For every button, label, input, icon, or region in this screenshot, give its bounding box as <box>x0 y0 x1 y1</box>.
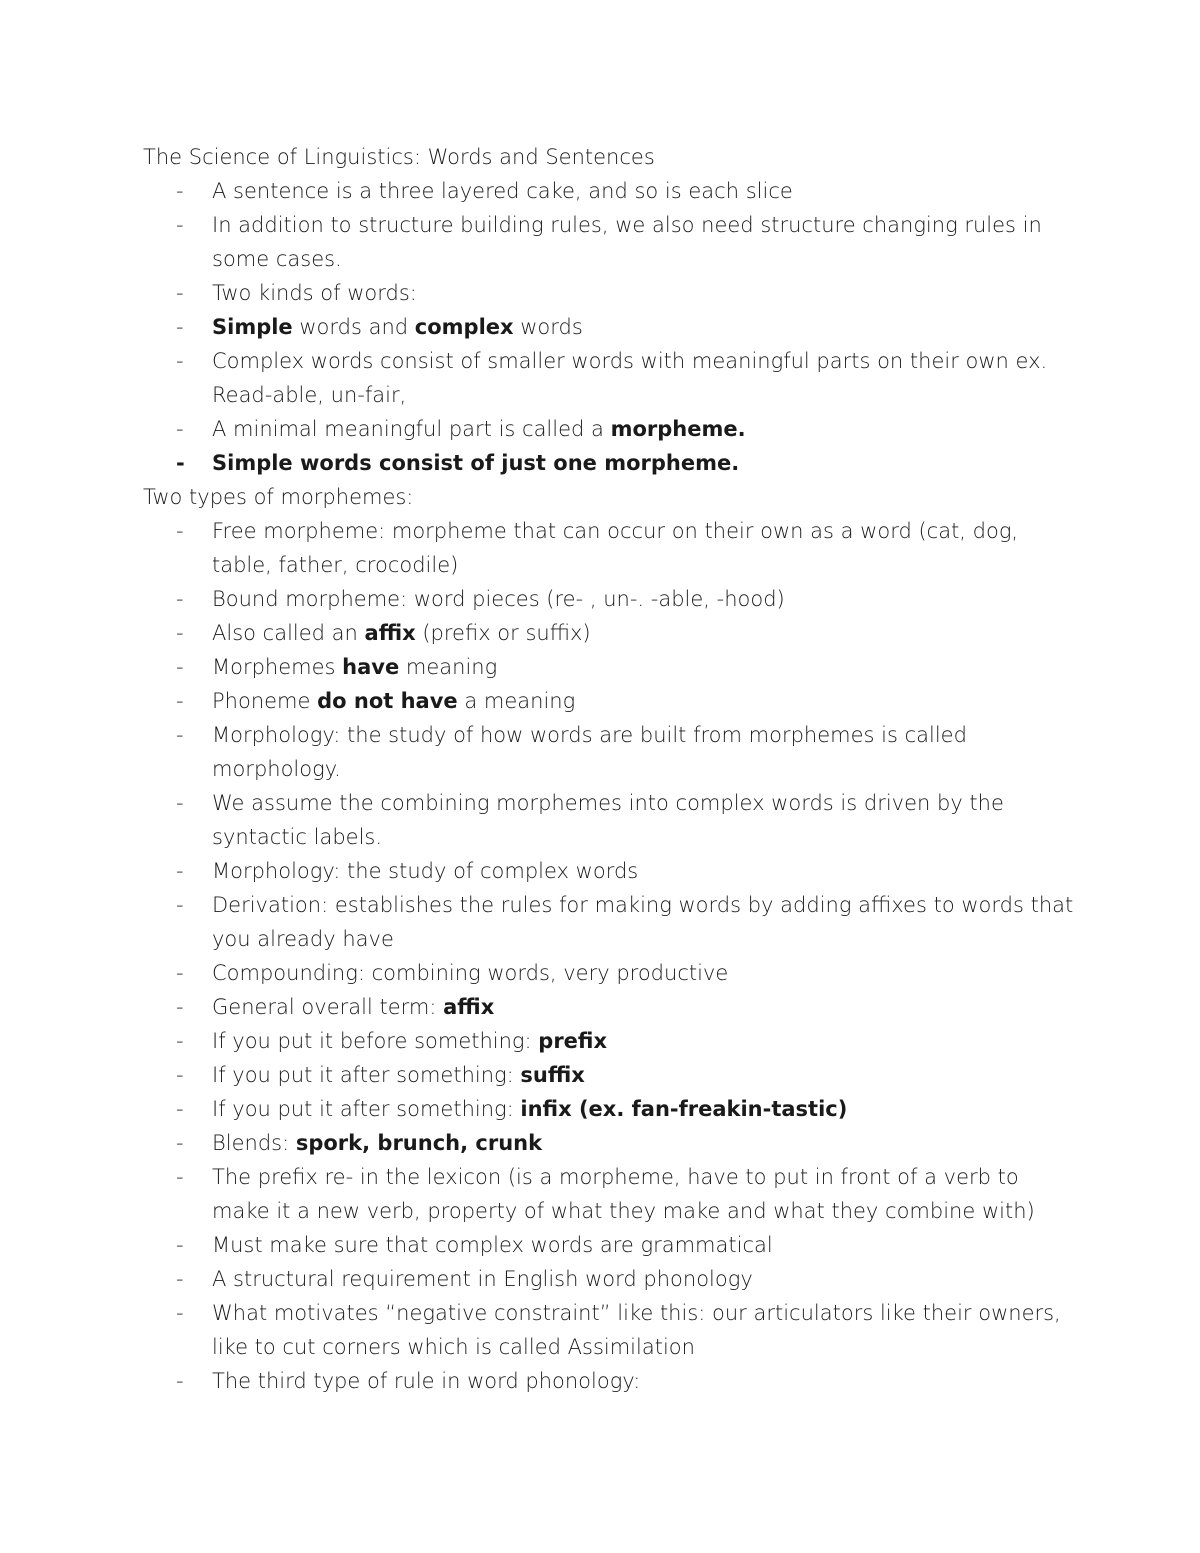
bold-text: prefix <box>538 1029 608 1053</box>
dash-bullet: - <box>176 723 184 747</box>
list-item <box>143 1058 1078 1092</box>
list-item <box>143 310 1078 344</box>
item-text: Two kinds of words: <box>212 281 417 305</box>
dash-bullet: - <box>176 451 185 475</box>
item-text: A minimal meaningful part is called a <box>212 417 611 441</box>
item-text: If you put it before something: <box>212 1029 539 1053</box>
item-text: A structural requirement in English word phonology <box>212 1267 753 1291</box>
section2-list <box>143 514 1078 1398</box>
list-item <box>143 854 1078 888</box>
bold-text: affix <box>364 621 416 645</box>
item-text: A sentence is a three layered cake, and so is each slice <box>212 179 793 203</box>
dash-bullet: - <box>176 1063 184 1087</box>
dash-bullet: - <box>176 349 184 373</box>
dash-bullet: - <box>176 179 184 203</box>
item-text: Complex words consist of smaller words with meaningful parts on their own ex. Read-able, un-fair, <box>212 349 1048 407</box>
item-text: (prefix or suffix) <box>415 621 591 645</box>
list-item <box>143 208 1078 276</box>
dash-bullet: - <box>176 1267 184 1291</box>
list-item <box>143 1228 1078 1262</box>
dash-bullet: - <box>176 1233 184 1257</box>
bold-text: Simple words consist of just one morpheme. <box>212 451 740 475</box>
list-item <box>143 786 1078 854</box>
list-item <box>143 514 1078 582</box>
item-text: Must make sure that complex words are grammatical <box>212 1233 773 1257</box>
section1-list <box>143 174 1078 480</box>
item-text: Compounding: combining words, very productive <box>212 961 729 985</box>
item-text: If you put it after something: <box>212 1063 521 1087</box>
item-text: meaning <box>399 655 498 679</box>
bold-text: affix <box>443 995 495 1019</box>
dash-bullet: - <box>176 1097 184 1121</box>
item-text: Also called an <box>212 621 365 645</box>
dash-bullet: - <box>176 213 184 237</box>
list-item <box>143 344 1078 412</box>
dash-bullet: - <box>176 995 184 1019</box>
list-item <box>143 1092 1078 1126</box>
bold-text: have <box>342 655 400 679</box>
dash-bullet: - <box>176 519 184 543</box>
item-text: Blends: <box>212 1131 296 1155</box>
list-item <box>143 1296 1078 1364</box>
item-text: The prefix re- in the lexicon (is a morpheme, have to put in front of a verb to make it a new verb, property of what they make and what they combine with) <box>212 1165 1035 1223</box>
list-item <box>143 276 1078 310</box>
dash-bullet: - <box>176 1369 184 1393</box>
bold-text: Simple <box>212 315 293 339</box>
bold-text: do not have <box>317 689 458 713</box>
item-text: Derivation: establishes the rules for making words by adding affixes to words that you already have <box>212 893 1074 951</box>
list-item <box>143 1160 1078 1228</box>
list-item <box>143 888 1078 956</box>
dash-bullet: - <box>176 621 184 645</box>
dash-bullet: - <box>176 1165 184 1189</box>
item-text: Morphology: the study of complex words <box>212 859 639 883</box>
item-text: General overall term: <box>212 995 444 1019</box>
dash-bullet: - <box>176 689 184 713</box>
item-text: If you put it after something: <box>212 1097 521 1121</box>
list-item <box>143 990 1078 1024</box>
item-text: What motivates “negative constraint” like this: our articulators like their owners, like to cut corners which is called Assimilation <box>212 1301 1061 1359</box>
list-item <box>143 174 1078 208</box>
item-text: Morphology: the study of how words are built from morphemes is called morphology. <box>212 723 967 781</box>
dash-bullet: - <box>176 791 184 815</box>
list-item <box>143 684 1078 718</box>
item-text: The third type of rule in word phonology: <box>212 1369 641 1393</box>
list-item <box>143 1262 1078 1296</box>
bold-text: suffix <box>520 1063 585 1087</box>
item-text: words <box>513 315 583 339</box>
section2-heading: Two types of morphemes: <box>143 485 414 509</box>
dash-bullet: - <box>176 587 184 611</box>
dash-bullet: - <box>176 893 184 917</box>
dash-bullet: - <box>176 1131 184 1155</box>
list-item <box>143 412 1078 446</box>
dash-bullet: - <box>176 961 184 985</box>
dash-bullet: - <box>176 281 184 305</box>
item-text: We assume the combining morphemes into complex words is driven by the syntactic labels. <box>212 791 1004 849</box>
list-item <box>143 616 1078 650</box>
dash-bullet: - <box>176 315 184 339</box>
bold-text: spork, brunch, crunk <box>295 1131 543 1155</box>
item-text: In addition to structure building rules, we also need structure changing rules in some cases. <box>212 213 1042 271</box>
item-text: a meaning <box>457 689 576 713</box>
list-item <box>143 1364 1078 1398</box>
dash-bullet: - <box>176 859 184 883</box>
document-title: The Science of Linguistics: Words and Sentences <box>143 145 655 169</box>
bold-text: infix (ex. fan-freakin-tastic) <box>520 1097 848 1121</box>
dash-bullet: - <box>176 1301 184 1325</box>
document-page <box>143 140 1078 1398</box>
bold-text: complex <box>414 315 514 339</box>
dash-bullet: - <box>176 417 184 441</box>
dash-bullet: - <box>176 655 184 679</box>
list-item <box>143 446 1078 480</box>
dash-bullet: - <box>176 1029 184 1053</box>
bold-text: morpheme. <box>610 417 746 441</box>
item-text: Phoneme <box>212 689 318 713</box>
item-text: words and <box>292 315 415 339</box>
list-item <box>143 1024 1078 1058</box>
list-item <box>143 956 1078 990</box>
list-item <box>143 1126 1078 1160</box>
item-text: Morphemes <box>212 655 343 679</box>
list-item <box>143 582 1078 616</box>
list-item <box>143 650 1078 684</box>
item-text: Bound morpheme: word pieces (re- , un-. -able, -hood) <box>212 587 785 611</box>
list-item <box>143 718 1078 786</box>
item-text: Free morpheme: morpheme that can occur on their own as a word (cat, dog, table, father, crocodile) <box>212 519 1019 577</box>
